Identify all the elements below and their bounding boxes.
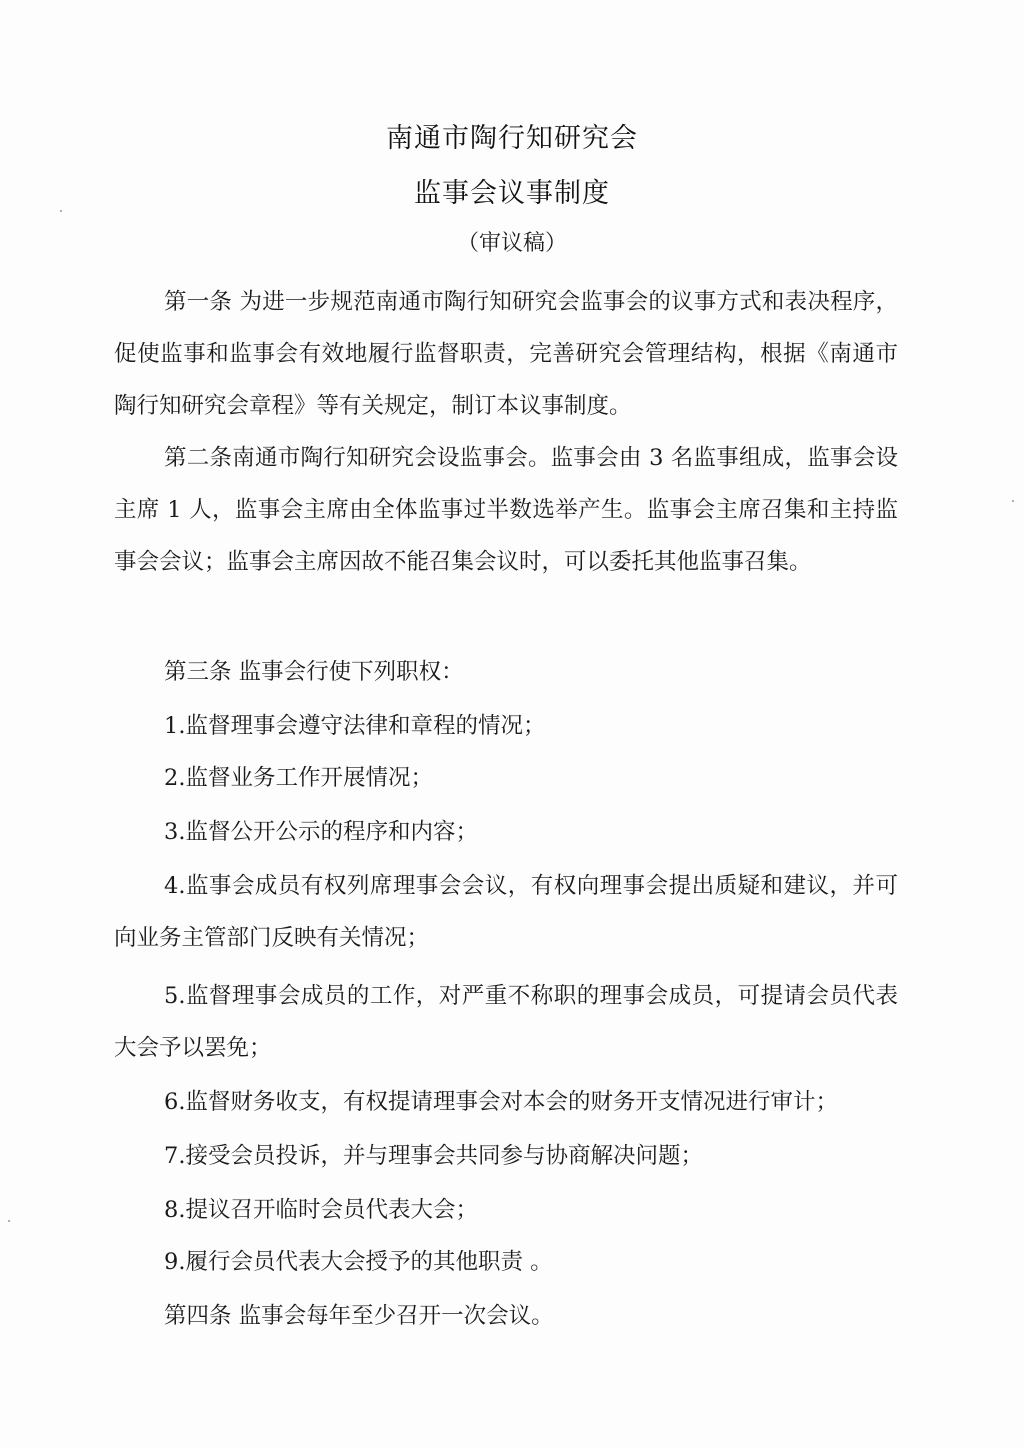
power-item-3: 3.监督公开公示的程序和内容；: [164, 819, 478, 845]
power-item-9: 9.履行会员代表大会授予的其他职责 。: [164, 1249, 553, 1275]
scan-speck: [60, 210, 62, 212]
scan-speck: [1012, 500, 1014, 502]
article-4: 第四条 监事会每年至少召开一次会议。: [164, 1303, 554, 1329]
document-subtitle: 监事会议事制度: [414, 178, 610, 209]
article-1: 第一条 为进一步规范南通市陶行知研究会监事会的议事方式和表决程序，促使监事和监事会有效地履行监督职责，完善研究会管理结构，根据《南通市陶行知研究会章程》等有关规定，制订本议事制度。: [114, 289, 898, 419]
power-item-6: 6.监督财务收支，有权提请理事会对本会的财务开支情况进行审计；: [164, 1089, 838, 1115]
power-item-4: 4.监事会成员有权列席理事会会议，有权向理事会提出质疑和建议，并可向业务主管部门反映有关情况；: [114, 873, 898, 951]
power-item-1: 1.监督理事会遵守法律和章程的情况；: [164, 713, 546, 739]
power-item-7: 7.接受会员投诉，并与理事会共同参与协商解决问题；: [164, 1143, 703, 1169]
power-item-2: 2.监督业务工作开展情况；: [164, 765, 433, 791]
power-item-5: 5.监督理事会成员的工作，对严重不称职的理事会成员，可提请会员代表大会予以罢免；: [114, 983, 898, 1061]
article-2: 第二条南通市陶行知研究会设监事会。监事会由 3 名监事组成，监事会设主席 1 人，监事会主席由全体监事过半数选举产生。监事会主席召集和主持监事会会议；监事会主席因故不能召集会议时，可以委托其他监事召集。: [114, 445, 898, 575]
article-3: 第三条 监事会行使下列职权：: [164, 659, 464, 685]
scan-speck: [8, 1220, 10, 1222]
draft-note: （审议稿）: [456, 231, 567, 256]
power-item-8: 8.提议召开临时会员代表大会；: [164, 1197, 478, 1223]
document-title: 南通市陶行知研究会: [386, 123, 638, 154]
